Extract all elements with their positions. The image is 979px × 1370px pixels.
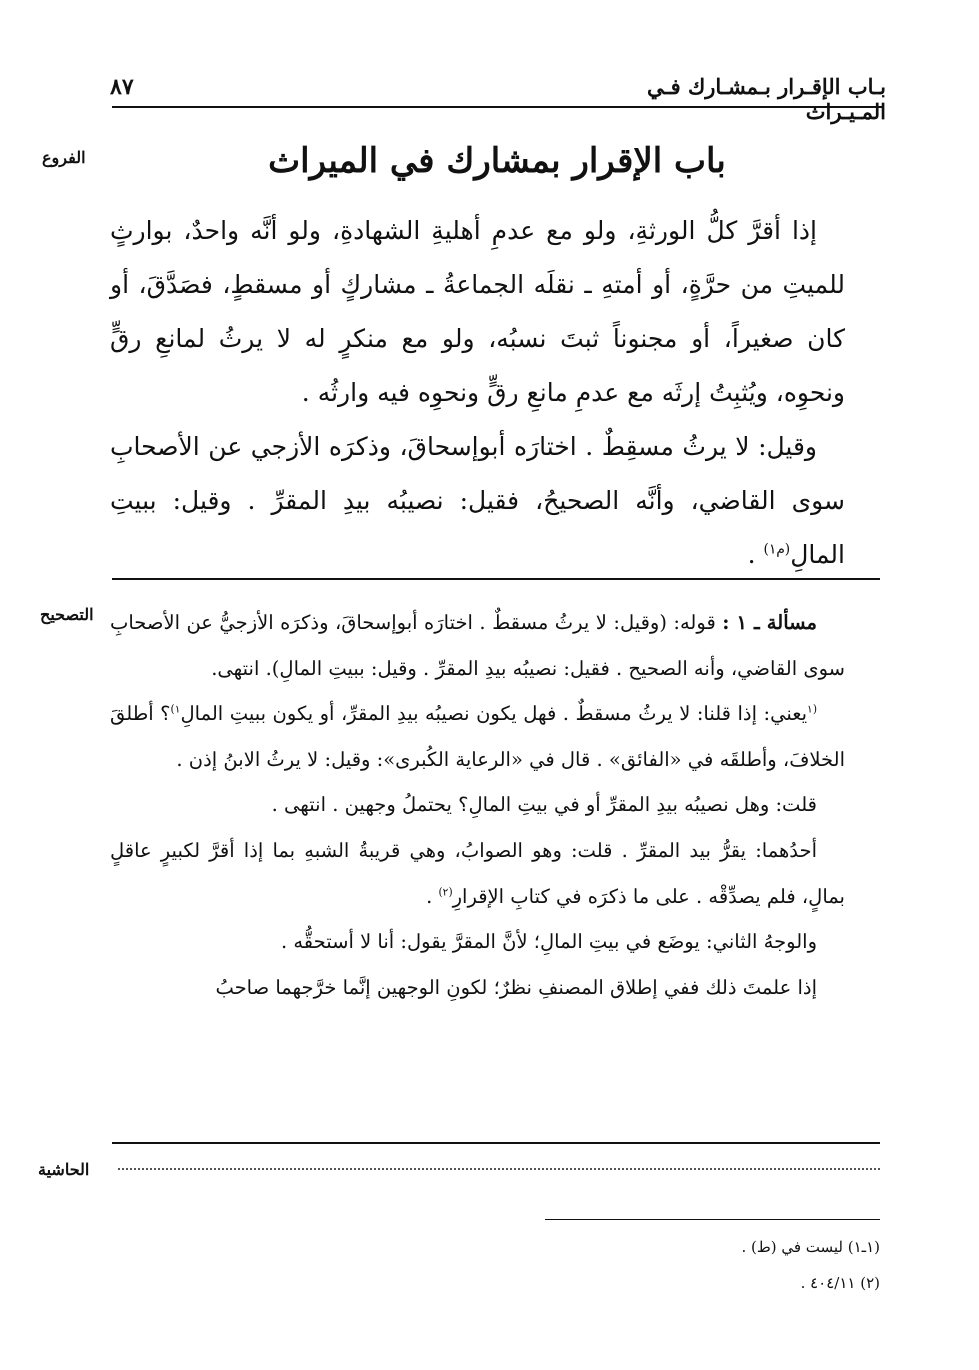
masala-label: مسألة ـ ١ :	[722, 611, 817, 634]
tashih-paragraph-4-end: .	[426, 884, 439, 908]
tashih-paragraph-2	[110, 691, 845, 782]
tashih-paragraph-5: والوجهُ الثاني: يوضَع في بيتِ المالِ؛ لأنَّ المقرَّ يقول: أنا لا أستحقُّه .	[280, 930, 817, 954]
tashih-paragraph-6: إذا علمتَ ذلك ففي إطلاق المصنفِ نظرٌ؛ لكونِ الوجهين إنَّما خرَّجهما صاحبُ	[215, 975, 817, 999]
page-number: ٨٧	[110, 74, 134, 100]
tashih-paragraph-2-text-b: ؟ أطلقَ الخلافَ، وأطلقَه في «الفائق» . قال في «الرعاية الكُبرى»: وقيل: لا يرثُ الابنُ إذن .	[110, 702, 845, 771]
footnote-1: (١ـ١) ليست في (ط) .	[741, 1238, 880, 1256]
tashih-section	[110, 600, 845, 1010]
tashih-paragraph-1-text: قوله: (وقيل: لا يرثُ مسقطٌ . اختارَه أبوإسحاقَ، وذكرَه الأزجيُّ عن الأصحابِ سوى القاضي، وأنه الصحيح . فقيل: نصيبُه بيدِ المقرِّ . وقيل: ببيتِ المالِ). انتهى.	[110, 611, 845, 680]
footnote-marker-open: (١	[807, 702, 817, 716]
side-label-hashiya: الحاشية	[38, 1160, 90, 1179]
footnote-marker-close: ١)	[170, 702, 181, 716]
footnote-2: (٢) ٤٠٤/١١ .	[800, 1274, 880, 1292]
tashih-paragraph-4-text: أحدُهما: يقرُّ بيد المقرِّ . قلت: وهو الصوابُ، وهي قريبةُ الشبهِ بما إذا أقرَّ لكبيرٍ عاقلٍ بمالٍ، فلم يصدِّقْه . على ما ذكرَه في كتابِ الإقرارِ	[110, 838, 845, 908]
tashih-paragraph-4	[110, 828, 845, 919]
furu-section	[110, 204, 845, 582]
footnote-rule	[545, 1219, 880, 1220]
header-rule	[112, 106, 882, 108]
running-title: بـاب الإقـرار بـمشـارك فـي المـيـراث	[646, 74, 886, 124]
furu-note-marker: (م١)	[763, 541, 791, 558]
tashih-paragraph-2-text-a: يعني: إذا قلنا: لا يرثُ مسقطٌ . فهل يكون نصيبُه بيدِ المقرِّ، أو يكون ببيتِ المالِ	[180, 702, 808, 726]
side-label-furu: الفروع	[42, 148, 86, 167]
section-divider	[112, 578, 880, 580]
side-label-tashih: التصحيح	[40, 605, 94, 624]
hashiya-dotted-line	[118, 1168, 880, 1170]
furu-paragraph-1: إذا أقرَّ كلُّ الورثةِ، ولو مع عدمِ أهليةِ الشهادةِ، ولو أنَّه واحدٌ، بوارثٍ للميتِ من حرَّةٍ، أو أمتهِ ـ نقلَه الجماعةُ ـ مشاركٍ أو مسقطٍ، فصَدَّقَ، أو كان صغيراً، أو مجنوناً ثبتَ نسبُه، ولو مع منكرٍ له لا يرثُ لمانعِ رقٍّ ونحوِه، ويُثبِتُ إرثَه مع عدمِ مانعِ رقٍّ ونحوِه فيه وارثُه .	[110, 216, 845, 407]
furu-paragraph-2	[110, 420, 845, 582]
tashih-paragraph-1	[110, 600, 845, 691]
section-divider-2	[112, 1142, 880, 1144]
footnote-marker-2: (٢)	[438, 885, 453, 899]
furu-paragraph-2-end: .	[747, 540, 764, 569]
tashih-paragraph-3: قلت: وهل نصيبُه بيدِ المقرِّ أو في بيتِ المالِ؟ يحتملُ وجهين . انتهى .	[271, 793, 817, 817]
chapter-heading: باب الإقرار بمشارك في الميراث	[268, 141, 726, 181]
furu-paragraph-2-text: وقيل: لا يرثُ مسقِطٌ . اختارَه أبوإسحاقَ، وذكرَه الأزجي عن الأصحابِ سوى القاضي، وأنَّه الصحيحُ، فقيل: نصيبُه بيدِ المقرِّ . وقيل: ببيتِ المالِ	[110, 432, 845, 569]
